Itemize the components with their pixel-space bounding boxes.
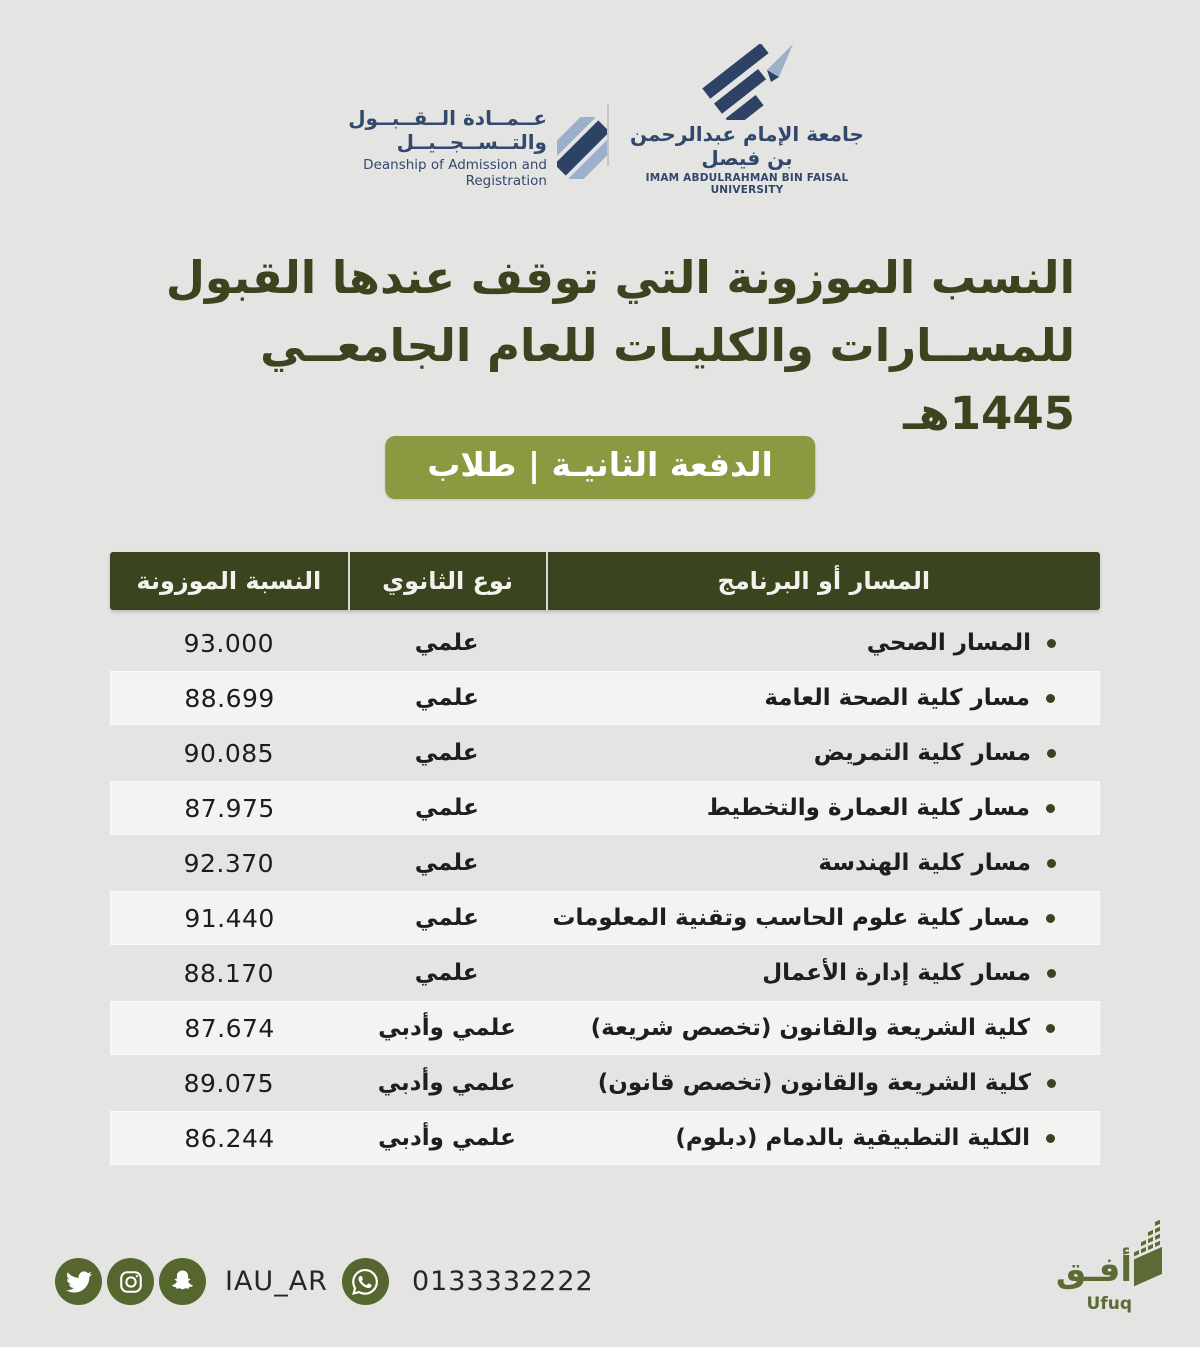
weighted-score: 86.244	[184, 1123, 275, 1153]
weighted-score: 89.075	[183, 1068, 275, 1098]
ufuq-name-arabic: أفـق	[1055, 1250, 1132, 1290]
weighted-score: 87.975	[184, 793, 275, 823]
program-name: مسار كلية الصحة العامة	[764, 685, 1030, 711]
twitter-icon	[55, 1258, 102, 1305]
weighted-score: 87.674	[184, 1013, 275, 1043]
weighted-score: 88.699	[184, 683, 275, 713]
deanship-logo	[345, 106, 607, 189]
school-type: علمي وأدبي	[378, 1125, 516, 1151]
bullet-icon	[1046, 1024, 1055, 1033]
program-name: مسار كلية العمارة والتخطيط	[706, 795, 1030, 821]
table-row	[110, 616, 1100, 670]
table-row	[110, 671, 1100, 725]
table-row	[110, 781, 1100, 835]
page-title-line2: للمســارات والكليـات للعام الجامعــي 1445هـ	[260, 319, 1075, 440]
header-program: المسار أو البرنامج	[546, 552, 1100, 610]
table-row	[110, 1056, 1100, 1110]
social-bar	[55, 1258, 594, 1305]
deanship-name-arabic: عــمــادة الــقــبــول والتــســجــيــل	[348, 106, 547, 154]
page-title-line1: النسب الموزونة التي توقف عندها القبول	[165, 251, 1075, 304]
program-name: مسار كلية إدارة الأعمال	[762, 960, 1031, 986]
weighted-score: 88.170	[183, 958, 275, 988]
university-logo-icon	[687, 44, 807, 120]
cutoff-table	[110, 552, 1100, 1166]
deanship-name-english: Deanship of Admission and Registration	[363, 157, 547, 189]
header-school-type: نوع الثانوي	[348, 552, 546, 610]
bullet-icon	[1046, 694, 1055, 703]
bullet-icon	[1047, 969, 1056, 978]
weighted-score: 91.440	[184, 903, 275, 933]
phone-number: 0133332222	[411, 1266, 594, 1297]
table-header-row	[110, 552, 1100, 610]
page-title	[120, 244, 1075, 448]
school-type: علمي	[414, 630, 479, 656]
school-type: علمي	[414, 740, 479, 766]
school-type: علمي وأدبي	[378, 1015, 516, 1041]
weighted-score: 93.000	[183, 628, 275, 658]
deanship-logo-icon	[557, 117, 607, 179]
program-name: مسار كلية علوم الحاسب وتقنية المعلومات	[552, 905, 1030, 931]
table-row	[110, 946, 1100, 1000]
instagram-icon	[107, 1258, 154, 1305]
school-type: علمي	[415, 905, 479, 931]
school-type: علمي	[415, 685, 479, 711]
snapchat-icon	[159, 1258, 206, 1305]
program-name: كلية الشريعة والقانون (تخصص شريعة)	[590, 1015, 1030, 1041]
social-handle: IAU_AR	[225, 1266, 328, 1297]
table-row	[110, 1111, 1100, 1165]
school-type: علمي	[414, 850, 479, 876]
bullet-icon	[1047, 1079, 1056, 1088]
university-logo	[622, 44, 872, 196]
ufuq-logo	[1055, 1220, 1190, 1320]
university-name-arabic: جامعة الإمام عبدالرحمن بن فيصل	[630, 122, 864, 170]
table-row	[110, 1001, 1100, 1055]
bullet-icon	[1046, 914, 1055, 923]
weighted-score: 90.085	[183, 738, 275, 768]
ufuq-name-english: Ufuq	[1086, 1294, 1132, 1314]
header-divider	[607, 104, 609, 166]
program-name: مسار كلية التمريض	[813, 740, 1031, 766]
school-type: علمي	[415, 795, 479, 821]
bullet-icon	[1047, 749, 1056, 758]
program-name: المسار الصحي	[866, 630, 1031, 656]
batch-badge: الدفعة الثانيـة | طلاب	[385, 436, 815, 499]
whatsapp-icon	[342, 1258, 389, 1305]
university-name-english: IMAM ABDULRAHMAN BIN FAISAL UNIVERSITY	[645, 172, 849, 196]
header-weighted-score: النسبة الموزونة	[136, 567, 322, 595]
bullet-icon	[1047, 859, 1056, 868]
school-type: علمي وأدبي	[377, 1070, 516, 1096]
ufuq-logo-icon	[1128, 1220, 1168, 1292]
table-row	[110, 836, 1100, 890]
school-type: علمي	[414, 960, 479, 986]
bullet-icon	[1047, 639, 1056, 648]
program-name: الكلية التطبيقية بالدمام (دبلوم)	[675, 1125, 1030, 1151]
table-row	[110, 891, 1100, 945]
table-body	[110, 616, 1100, 1165]
table-row	[110, 726, 1100, 780]
bullet-icon	[1046, 804, 1055, 813]
program-name: كلية الشريعة والقانون (تخصص قانون)	[597, 1070, 1031, 1096]
weighted-score: 92.370	[183, 848, 275, 878]
program-name: مسار كلية الهندسة	[818, 850, 1031, 876]
bullet-icon	[1046, 1134, 1055, 1143]
